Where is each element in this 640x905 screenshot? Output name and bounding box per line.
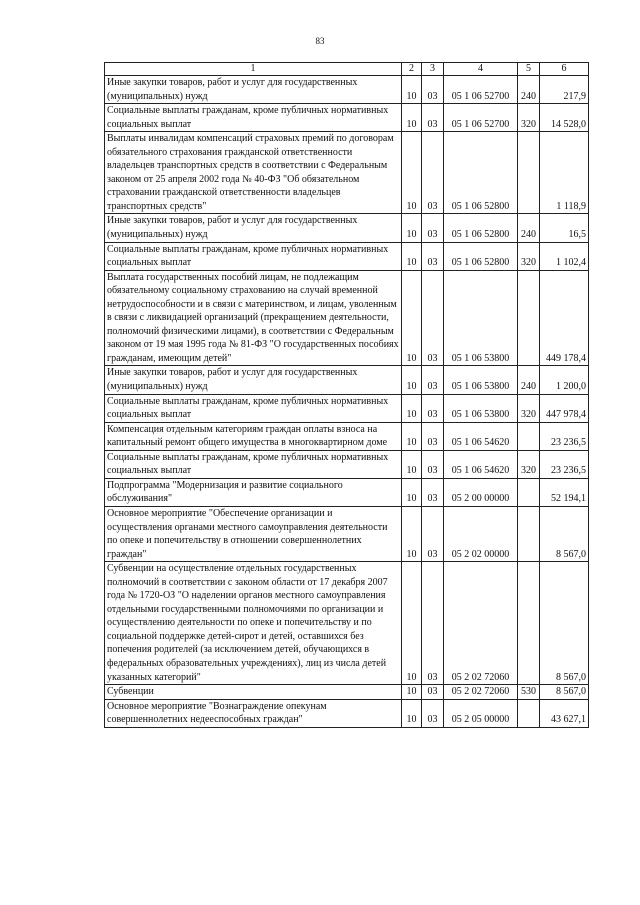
amount: 217,9: [540, 76, 589, 104]
amount: 23 236,5: [540, 422, 589, 450]
target-article-code: 05 2 00 00000: [444, 478, 518, 506]
target-article-code: 05 1 06 54620: [444, 450, 518, 478]
section-code: 10: [402, 478, 422, 506]
amount: 14 528,0: [540, 104, 589, 132]
expense-type-code: 320: [518, 104, 540, 132]
subsection-code: 03: [422, 699, 444, 727]
table-row: [105, 699, 589, 727]
row-name: Иные закупки товаров, работ и услуг для государственных (муниципальных) нужд: [105, 366, 402, 394]
subsection-code: 03: [422, 450, 444, 478]
table-row: [105, 394, 589, 422]
section-code: 10: [402, 450, 422, 478]
expense-type-code: [518, 270, 540, 366]
table-row: [105, 132, 589, 214]
column-header: 5: [518, 63, 540, 76]
target-article-code: 05 2 02 72060: [444, 685, 518, 700]
subsection-code: 03: [422, 270, 444, 366]
section-code: 10: [402, 562, 422, 685]
target-article-code: 05 1 06 53800: [444, 366, 518, 394]
amount: 16,5: [540, 214, 589, 242]
amount: 8 567,0: [540, 506, 589, 561]
target-article-code: 05 1 06 52800: [444, 132, 518, 214]
subsection-code: 03: [422, 242, 444, 270]
subsection-code: 03: [422, 214, 444, 242]
target-article-code: 05 2 05 00000: [444, 699, 518, 727]
row-name: Подпрограмма "Модернизация и развитие социального обслуживания": [105, 478, 402, 506]
target-article-code: 05 1 06 52700: [444, 76, 518, 104]
amount: 8 567,0: [540, 685, 589, 700]
subsection-code: 03: [422, 76, 444, 104]
target-article-code: 05 1 06 54620: [444, 422, 518, 450]
section-code: 10: [402, 270, 422, 366]
section-code: 10: [402, 132, 422, 214]
subsection-code: 03: [422, 562, 444, 685]
amount: 1 102,4: [540, 242, 589, 270]
amount: 23 236,5: [540, 450, 589, 478]
row-name: Социальные выплаты гражданам, кроме публичных нормативных социальных выплат: [105, 242, 402, 270]
subsection-code: 03: [422, 422, 444, 450]
target-article-code: 05 2 02 72060: [444, 562, 518, 685]
subsection-code: 03: [422, 366, 444, 394]
table-row: [105, 270, 589, 366]
row-name: Выплаты инвалидам компенсаций страховых премий по договорам обязательного страхования гражданской ответственности владельцев транспортных средств в соответствии с Федеральным законом от 25 апреля 2002 года № 40-ФЗ "Об обязательном страховании гражданской ответственности владельцев транспортных средств": [105, 132, 402, 214]
row-name: Основное мероприятие "Вознаграждение опекунам совершеннолетних недееспособных граждан": [105, 699, 402, 727]
section-code: 10: [402, 394, 422, 422]
column-header: 1: [105, 63, 402, 76]
expense-type-code: [518, 422, 540, 450]
subsection-code: 03: [422, 132, 444, 214]
table-row: [105, 450, 589, 478]
section-code: 10: [402, 242, 422, 270]
row-name: Основное мероприятие "Обеспечение организации и осуществления органами местного самоуправления деятельности по опеке и попечительству в отношении совершеннолетних граждан": [105, 506, 402, 561]
target-article-code: 05 1 06 52800: [444, 242, 518, 270]
row-name: Иные закупки товаров, работ и услуг для государственных (муниципальных) нужд: [105, 214, 402, 242]
target-article-code: 05 1 06 52700: [444, 104, 518, 132]
subsection-code: 03: [422, 104, 444, 132]
table-row: [105, 478, 589, 506]
row-name: Субвенции на осуществление отдельных государственных полномочий в соответствии с законом области от 17 декабря 2007 года № 1720-ОЗ "О наделении органов местного самоуправления отдельными государственными полномочиями по организации и осуществлению деятельности по опеке и попечительству и по социальной поддержке детей-сирот и детей, оставшихся без попечения родителей (за исключением детей, обучающихся в федеральных образовательных учреждениях), лиц из числа детей указанных категорий": [105, 562, 402, 685]
expense-type-code: [518, 699, 540, 727]
subsection-code: 03: [422, 685, 444, 700]
expense-type-code: 240: [518, 76, 540, 104]
section-code: 10: [402, 699, 422, 727]
amount: 449 178,4: [540, 270, 589, 366]
section-code: 10: [402, 366, 422, 394]
table-row: [105, 562, 589, 685]
target-article-code: 05 1 06 53800: [444, 270, 518, 366]
expense-type-code: [518, 562, 540, 685]
table-row: [105, 242, 589, 270]
expense-type-code: 530: [518, 685, 540, 700]
row-name: Выплата государственных пособий лицам, не подлежащим обязательному социальному страхованию на случай временной нетрудоспособности и в связи с материнством, и лицам, уволенным в связи с ликвидацией организаций (прекращением деятельности, полномочий физическими лицами), в соответствии с Федеральным законом от 19 мая 1995 года № 81-ФЗ "О государственных пособиях гражданам, имеющим детей": [105, 270, 402, 366]
amount: 447 978,4: [540, 394, 589, 422]
table-row: [105, 76, 589, 104]
amount: 1 200,0: [540, 366, 589, 394]
amount: 52 194,1: [540, 478, 589, 506]
amount: 43 627,1: [540, 699, 589, 727]
section-code: 10: [402, 422, 422, 450]
expense-type-code: 320: [518, 394, 540, 422]
row-name: Субвенции: [105, 685, 402, 700]
row-name: Социальные выплаты гражданам, кроме публичных нормативных социальных выплат: [105, 394, 402, 422]
subsection-code: 03: [422, 394, 444, 422]
table-row: [105, 685, 589, 700]
row-name: Социальные выплаты гражданам, кроме публичных нормативных социальных выплат: [105, 104, 402, 132]
section-code: 10: [402, 506, 422, 561]
expense-type-code: [518, 478, 540, 506]
amount: 1 118,9: [540, 132, 589, 214]
column-header: 4: [444, 63, 518, 76]
row-name: Иные закупки товаров, работ и услуг для государственных (муниципальных) нужд: [105, 76, 402, 104]
expense-type-code: 320: [518, 242, 540, 270]
table-row: [105, 422, 589, 450]
expense-type-code: 240: [518, 214, 540, 242]
subsection-code: 03: [422, 478, 444, 506]
row-name: Компенсация отдельным категориям граждан оплаты взноса на капитальный ремонт общего имущества в многоквартирном доме: [105, 422, 402, 450]
expense-type-code: [518, 132, 540, 214]
target-article-code: 05 2 02 00000: [444, 506, 518, 561]
section-code: 10: [402, 104, 422, 132]
column-header: 2: [402, 63, 422, 76]
target-article-code: 05 1 06 52800: [444, 214, 518, 242]
table-row: [105, 366, 589, 394]
page-number: 83: [315, 36, 325, 46]
header-row: [105, 63, 589, 76]
budget-table: [104, 62, 589, 728]
section-code: 10: [402, 214, 422, 242]
table-row: [105, 214, 589, 242]
row-name: Социальные выплаты гражданам, кроме публичных нормативных социальных выплат: [105, 450, 402, 478]
subsection-code: 03: [422, 506, 444, 561]
expense-type-code: 240: [518, 366, 540, 394]
table-row: [105, 104, 589, 132]
column-header: 3: [422, 63, 444, 76]
target-article-code: 05 1 06 53800: [444, 394, 518, 422]
expense-type-code: [518, 506, 540, 561]
column-header: 6: [540, 63, 589, 76]
expense-type-code: 320: [518, 450, 540, 478]
amount: 8 567,0: [540, 562, 589, 685]
section-code: 10: [402, 685, 422, 700]
section-code: 10: [402, 76, 422, 104]
table-row: [105, 506, 589, 561]
